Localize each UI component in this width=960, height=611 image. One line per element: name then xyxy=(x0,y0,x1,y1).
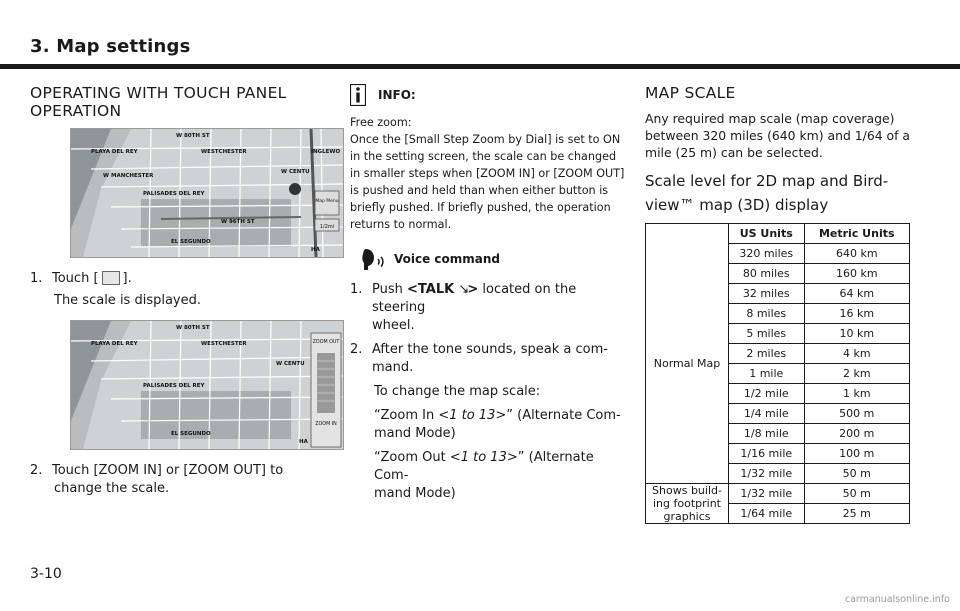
street-label: W CENTU xyxy=(276,361,305,367)
group-label-line: graphics xyxy=(663,510,711,523)
description-line: between 320 miles (640 km) and 1/64 of a xyxy=(645,128,911,143)
step-result: The scale is displayed. xyxy=(54,293,201,308)
table-cell: 100 m xyxy=(804,444,909,464)
command-variable: <1 to 13> xyxy=(449,450,518,465)
map-menu-label: Map Menu xyxy=(315,199,339,204)
step-number: 1. xyxy=(30,271,43,286)
step-text: Touch [ZOOM IN] or [ZOOM OUT] to xyxy=(52,463,284,478)
table-cell: 640 km xyxy=(804,244,909,264)
page-header-title: 3. Map settings xyxy=(30,36,191,57)
group-label-line: Shows build- xyxy=(652,484,722,497)
info-heading xyxy=(350,84,625,106)
map-graphic xyxy=(71,321,343,449)
step-number: 2. xyxy=(30,463,43,478)
street-label: W 80TH ST xyxy=(176,325,210,331)
header-rule xyxy=(0,64,960,69)
table-cell: 10 km xyxy=(804,324,909,344)
step-number: 2. xyxy=(350,342,363,357)
street-label: W 80TH ST xyxy=(176,133,210,139)
info-line: Free zoom: xyxy=(350,116,412,129)
table-cell: 1/32 mile xyxy=(729,464,805,484)
column-touch-panel xyxy=(30,84,341,498)
scale-label: 1/2mi xyxy=(319,224,335,230)
voice-step-1 xyxy=(350,281,625,335)
street-label: PALISADES DEL REY xyxy=(143,191,205,197)
command-text: “Zoom In xyxy=(374,408,439,423)
info-line: Once the [Small Step Zoom by Dial] is set to ON xyxy=(350,133,621,146)
step-text: Touch [ xyxy=(52,271,99,286)
table-cell: 2 km xyxy=(804,364,909,384)
voice-command-icon xyxy=(360,245,388,273)
map-screenshot-1 xyxy=(70,128,344,258)
command-text: ” (Alternate Com- xyxy=(374,450,594,483)
group-label-footprint xyxy=(646,484,729,524)
voice-command-heading xyxy=(360,245,625,273)
zoom-out-label: ZOOM OUT xyxy=(312,340,340,345)
street-label: EL SEGUNDO xyxy=(171,239,211,245)
voice-step-2 xyxy=(350,341,625,377)
map-screenshot-2 xyxy=(70,320,344,450)
table-cell: 5 miles xyxy=(729,324,805,344)
command-text: “Zoom Out xyxy=(374,450,450,465)
description-line: mile (25 m) can be selected. xyxy=(645,145,823,160)
talk-key-label: > xyxy=(467,282,479,297)
page-number: 3-10 xyxy=(30,566,62,582)
column-info-voice xyxy=(350,84,625,503)
step-text: wheel. xyxy=(372,318,415,333)
column-map-scale xyxy=(645,84,930,524)
table-cell: 32 miles xyxy=(729,284,805,304)
scale-button-icon xyxy=(102,271,120,285)
street-label: PALISADES DEL REY xyxy=(143,383,205,389)
table-cell: 1/2 mile xyxy=(729,384,805,404)
street-label: PLAYA DEL REY xyxy=(91,149,138,155)
info-body xyxy=(350,114,625,233)
command-text: mand Mode) xyxy=(374,426,456,441)
step-text: Push xyxy=(372,282,403,297)
voice-steps xyxy=(350,281,625,503)
info-line: in smaller steps when [ZOOM IN] or [ZOOM OUT] xyxy=(350,167,625,180)
section-title-line: OPERATION xyxy=(30,102,122,120)
table-cell: 1/16 mile xyxy=(729,444,805,464)
step-text: After the tone sounds, speak a com- xyxy=(372,342,608,357)
step-text: ]. xyxy=(122,271,132,286)
zoom-in-label: ZOOM IN xyxy=(315,422,337,427)
table-cell: 320 miles xyxy=(729,244,805,264)
street-label: PLAYA DEL REY xyxy=(91,341,138,347)
table-cell: 1/64 mile xyxy=(729,504,805,524)
step-1 xyxy=(30,270,330,310)
map-graphic xyxy=(71,129,343,257)
table-header-row xyxy=(646,224,910,244)
command-zoom-out xyxy=(350,449,625,503)
table-cell: 1/32 mile xyxy=(729,484,805,504)
table-corner xyxy=(646,224,729,244)
table-row xyxy=(646,244,910,264)
step-text: mand. xyxy=(372,360,414,375)
info-line: in the setting screen, the scale can be changed xyxy=(350,150,617,163)
column-header: Metric Units xyxy=(804,224,909,244)
watermark: carmanualsonline.info xyxy=(844,594,950,605)
scale-table xyxy=(645,223,910,524)
table-cell: 50 m xyxy=(804,464,909,484)
info-line: is pushed and held than when either button is xyxy=(350,184,609,197)
step-text: change the scale. xyxy=(54,481,170,496)
street-label: EL SEGUNDO xyxy=(171,431,211,437)
table-cell: 80 miles xyxy=(729,264,805,284)
info-label: INFO: xyxy=(378,88,416,102)
step-number: 1. xyxy=(350,282,363,297)
table-cell: 4 km xyxy=(804,344,909,364)
command-text: mand Mode) xyxy=(374,486,456,501)
table-cell: 1/8 mile xyxy=(729,424,805,444)
group-label-line: ing footprint xyxy=(653,497,721,510)
table-cell: 200 m xyxy=(804,424,909,444)
table-cell: 8 miles xyxy=(729,304,805,324)
street-label: W CENTU xyxy=(281,169,310,175)
command-zoom-in xyxy=(350,407,625,443)
table-cell: 1 km xyxy=(804,384,909,404)
table-cell: 50 m xyxy=(804,484,909,504)
table-cell: 64 km xyxy=(804,284,909,304)
table-cell: 1/4 mile xyxy=(729,404,805,424)
info-line: briefly pushed. If briefly pushed, the operation xyxy=(350,201,611,214)
table-cell: 2 miles xyxy=(729,344,805,364)
subtitle-line: Scale level for 2D map and Bird- xyxy=(645,172,889,190)
voice-command-label: Voice command xyxy=(394,252,501,266)
section-title xyxy=(30,84,330,120)
street-label: W MANCHESTER xyxy=(103,173,154,179)
step-text: located on the steering xyxy=(372,282,577,315)
talk-key-label: <TALK xyxy=(407,282,455,297)
table-cell: 1 mile xyxy=(729,364,805,384)
step-2 xyxy=(30,462,330,498)
group-label-normal-map: Normal Map xyxy=(646,244,729,484)
command-text: ” (Alternate Com- xyxy=(506,408,621,423)
talk-switch-icon: ↘ xyxy=(458,282,470,297)
subtitle-line: view™ map (3D) display xyxy=(645,196,829,214)
info-line: returns to normal. xyxy=(350,218,452,231)
street-label: WESTCHESTER xyxy=(201,341,247,347)
street-label: WESTCHESTER xyxy=(201,149,247,155)
info-icon xyxy=(350,84,366,106)
table-cell: 500 m xyxy=(804,404,909,424)
table-cell: 160 km xyxy=(804,264,909,284)
street-label: W 96TH ST xyxy=(221,219,255,225)
description-line: Any required map scale (map coverage) xyxy=(645,111,895,126)
map-scale-description xyxy=(645,110,930,161)
street-label: HA xyxy=(311,247,320,253)
street-label: INGLEWO xyxy=(311,149,341,155)
table-cell: 25 m xyxy=(804,504,909,524)
command-intro: To change the map scale: xyxy=(374,384,541,399)
column-header: US Units xyxy=(729,224,805,244)
scale-level-title xyxy=(645,169,930,217)
section-title-line: OPERATING WITH TOUCH PANEL xyxy=(30,84,287,102)
command-variable: <1 to 13> xyxy=(438,408,507,423)
table-cell: 16 km xyxy=(804,304,909,324)
street-label: HA xyxy=(299,439,308,445)
table-row xyxy=(646,484,910,504)
section-title: MAP SCALE xyxy=(645,84,736,102)
